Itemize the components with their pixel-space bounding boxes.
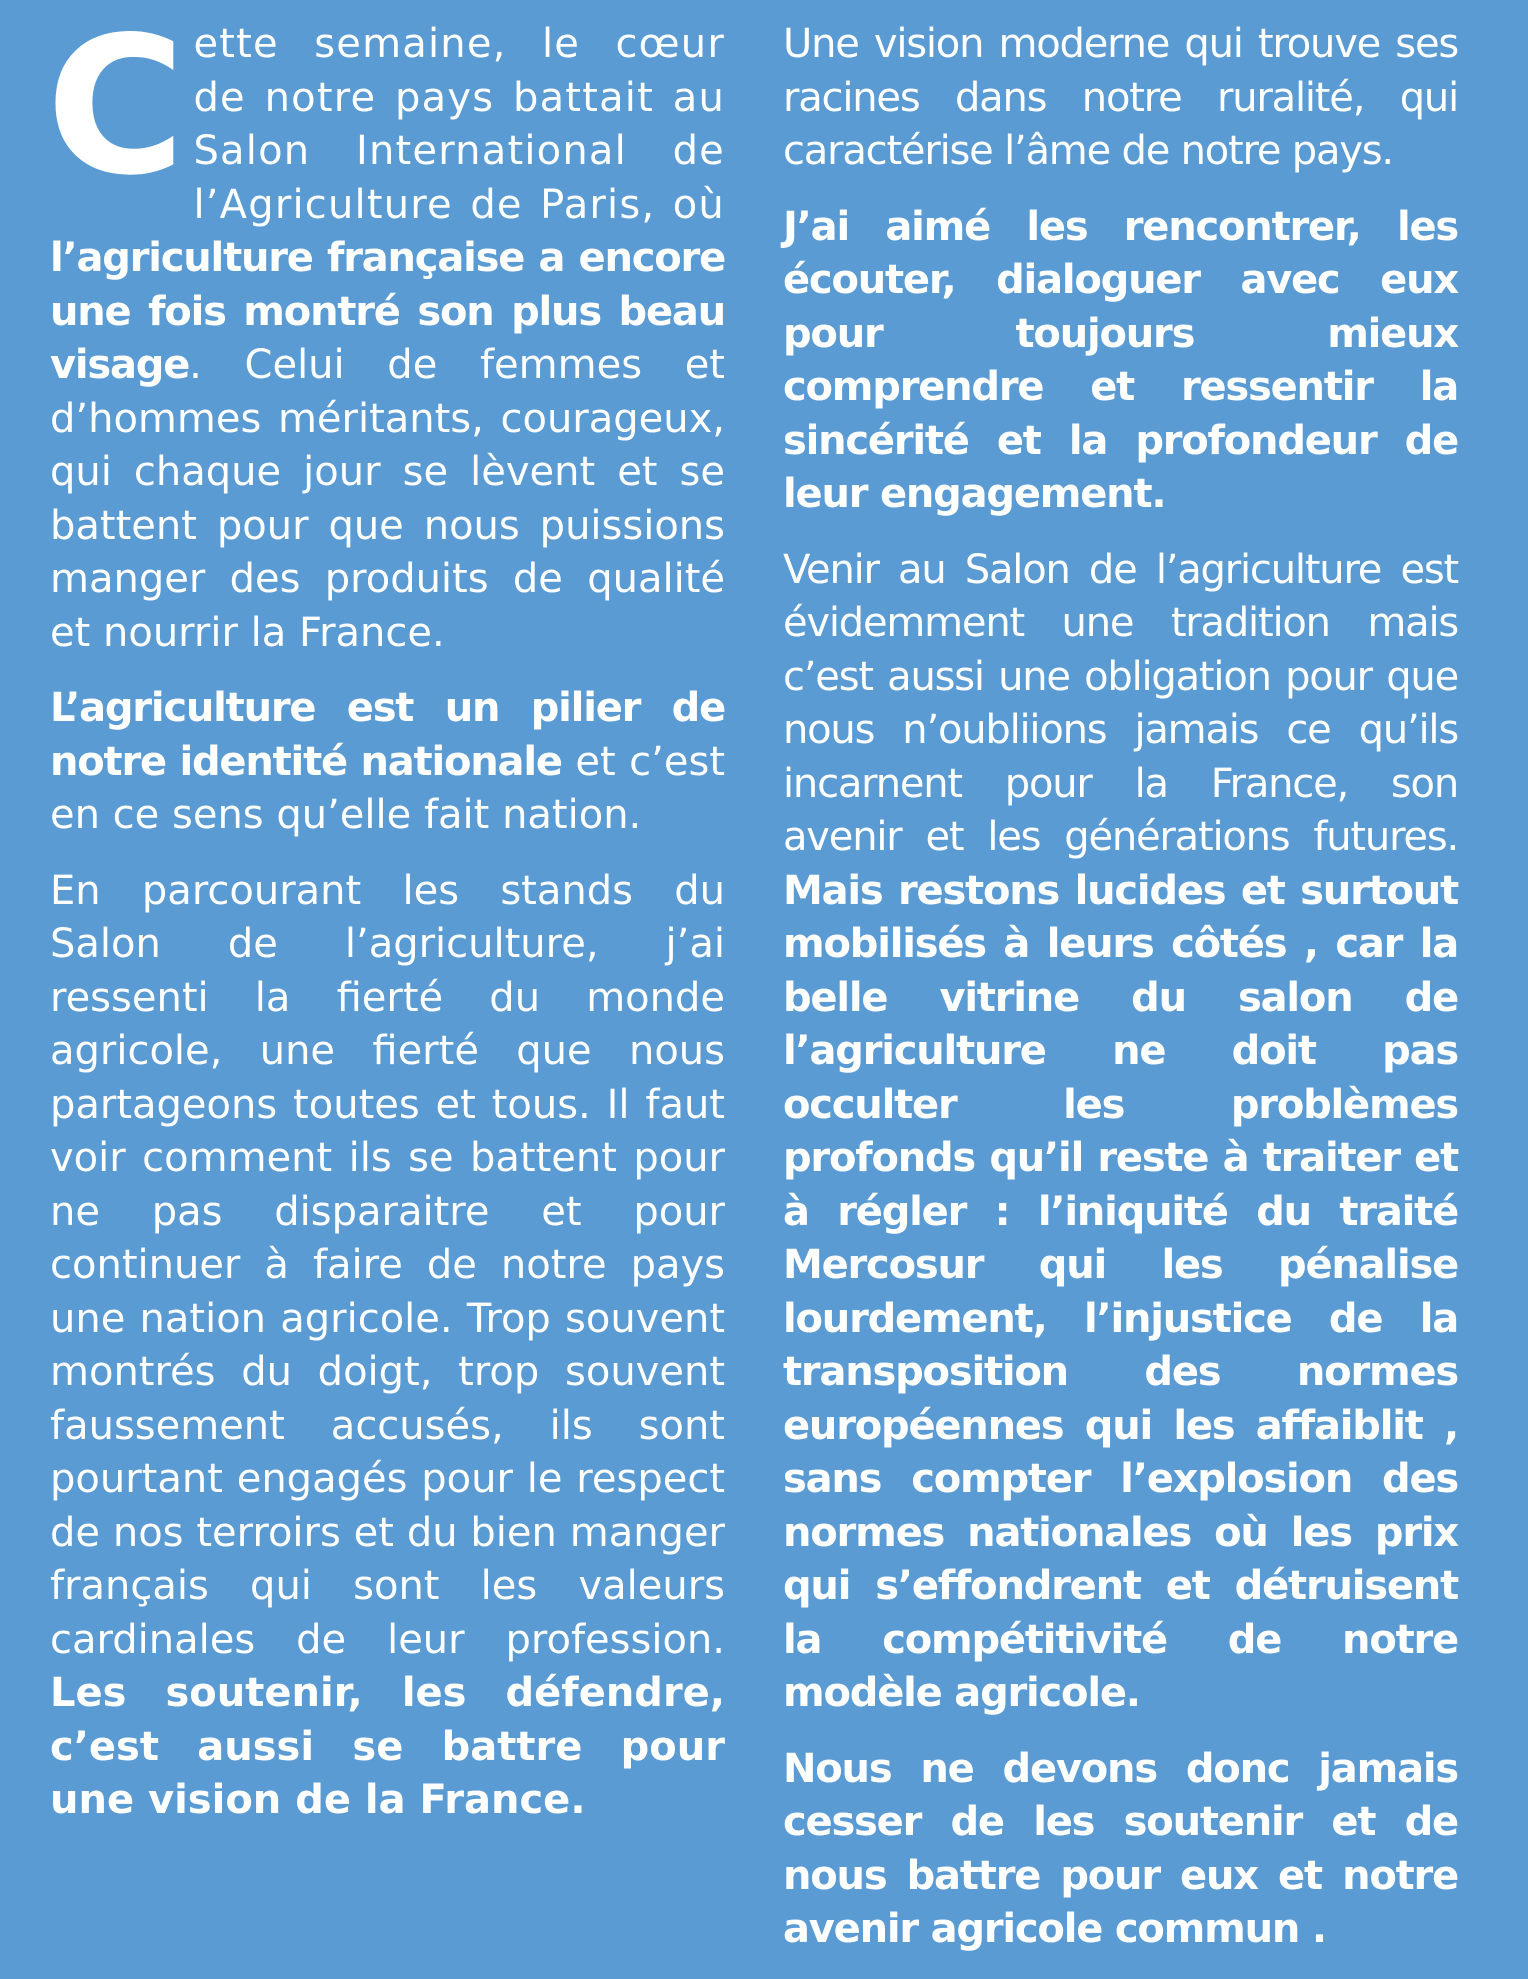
rencontrer-bold: J’ai aimé les rencontrer, les écouter, dialoguer avec eux pour toujours mieux comprendre et ressentir la sincérité et la profondeur de leur engagement. [783,203,1458,517]
paragraph-stands [50,865,725,1828]
paragraph-intro [46,0,725,660]
paragraph-tradition [783,544,1458,1721]
identity-bold: L’agriculture est un pilier de notre identité nationale [50,685,725,785]
paragraph-conclusion [783,1743,1458,1957]
drop-cap: C [46,0,182,217]
left-column [46,0,726,1850]
paragraph-identity [50,682,725,843]
intro-bold: l’agriculture française a encore une fois montré son plus beau visage [50,235,725,388]
paragraph-rencontrer [783,201,1458,522]
intro-text: ette semaine, le cœur de notre pays battait au Salon International de l’Agriculture de Paris, où [193,21,725,228]
conclusion-bold: Nous ne devons donc jamais cesser de les soutenir et de nous battre pour eux et notre avenir agricole commun . [783,1745,1458,1952]
stands-bold: Les soutenir, les défendre, c’est aussi se battre pour une vision de la France. [50,1670,725,1823]
paragraph-vision: Une vision moderne qui trouve ses racines dans notre ruralité, qui caractérise l’âme de notre pays. [783,21,1458,174]
intro-rest: . Celui de femmes et d’hommes méritants, courageux, qui chaque jour se lèvent et se battent pour que nous puissions manger des produits de qualité et nourrir la France. [50,342,725,656]
stands-text: En parcourant les stands du Salon de l’agriculture, j’ai ressenti la fierté du monde agricole, une fierté que nous partageons toutes et tous. Il faut voir comment ils se battent pour ne pas disparaitre et pour continuer à faire de notre pays une nation agricole. Trop souvent montrés du doigt, trop souvent faussement accusés, ils sont pourtant engagés pour le respect de nos terroirs et du bien manger français qui sont les valeurs cardinales de leur profession. [50,867,725,1663]
tradition-text: Venir au Salon de l’agriculture est évidemment une tradition mais c’est aussi une obligation pour que nous n’oubliions jamais ce qu’ils incarnent pour la France, son avenir et les générations futures. [783,546,1458,860]
tradition-bold: Mais restons lucides et surtout mobilisés à leurs côtés , car la belle vitrine du salon de l’agriculture ne doit pas occulter les problèmes profonds qu’il reste à traiter et à régler : l’iniquité du traité Mercosur qui les pénalise lourdement, l’injustice de la transposition des normes européennes qui les affaiblit , sans compter l’explosion des normes nationales où les prix qui s’effondrent et détruisent la compétitivité de notre modèle agricole. [783,867,1458,1716]
identity-rest: et c’est en ce sens qu’elle fait nation. [50,738,726,838]
right-column [783,18,1458,1979]
